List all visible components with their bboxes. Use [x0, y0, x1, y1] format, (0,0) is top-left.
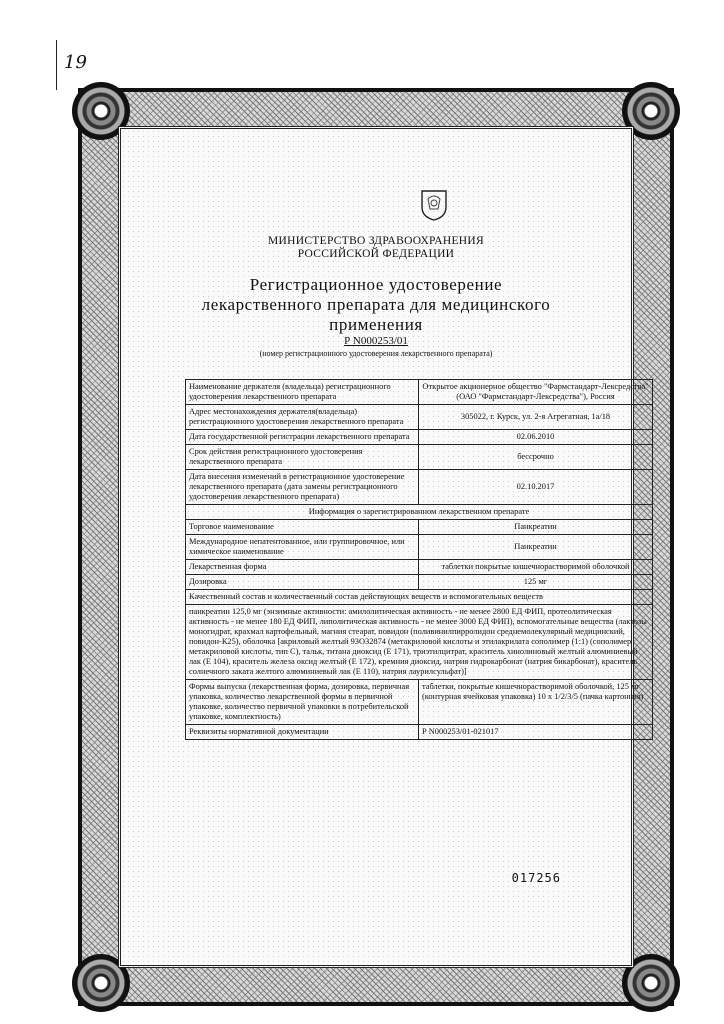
ministry-line-1: МИНИСТЕРСТВО ЗДРАВООХРАНЕНИЯ	[267, 235, 484, 247]
table-row	[186, 405, 653, 430]
release-label: Формы выпуска (лекарственная форма, дозировка, первичная упаковка, количество лекарственной формы в первичной упаковке, количество первичной упаковки в потребительской упаковке, комплектность)	[186, 680, 419, 725]
reg-date-label: Дата государственной регистрации лекарственного препарата	[186, 430, 419, 445]
table-row	[186, 590, 653, 605]
table-row	[186, 605, 653, 680]
table-row	[186, 380, 653, 405]
docs-value: Р N000253/01-021017	[419, 725, 653, 740]
table-row	[186, 535, 653, 560]
changes-label: Дата внесения изменений в регистрационное удостоверение лекарственного препарата (дата замены регистрационного удостоверения лекарственного препарата)	[186, 470, 419, 505]
coat-of-arms-icon	[418, 187, 450, 221]
certificate-body	[118, 126, 649, 968]
holder-label: Наименование держателя (владельца) регистрационного удостоверения лекарственного препарата	[186, 380, 419, 405]
inn-value: Панкреатин	[419, 535, 653, 560]
table-row	[186, 505, 653, 520]
registration-number: Р N000253/01	[344, 335, 408, 347]
trade-name-label: Торговое наименование	[186, 520, 419, 535]
validity-label: Срок действия регистрационного удостоверения лекарственного препарата	[186, 445, 419, 470]
form-value: таблетки покрытые кишечнорастворимой оболочкой	[419, 560, 653, 575]
registration-number-caption: (номер регистрационного удостоверения лекарственного препарата)	[259, 349, 493, 358]
holder-value: Открытое акционерное общество "Фармстандарт-Лексредства" (ОАО "Фармстандарт-Лексредства"), Россия	[419, 380, 653, 405]
table-row	[186, 680, 653, 725]
table-row	[186, 560, 653, 575]
ministry-heading	[185, 235, 567, 261]
composition-header: Качественный состав и количественный состав действующих веществ и вспомогательных веществ	[186, 590, 653, 605]
composition-text: панкреатин 125,0 мг (энзимные активности: амилолитическая активность - не менее 2800 ЕД ФИП, протеолитическая активность - не менее 180 ЕД ФИП, липолитическая активность - не менее 3000 ЕД ФИП), вспомогательные вещества (лактозы моногидрат, крахмал картофельный, магния стеарат, повидон (поливинилпирролидон среднемолекулярный медицинский, повидон-К25), оболочка [акриловый желтый 93О32874 (метакриловой кислоты и этилакрилата сополимер (1:1) (сополимер метакриловой кислоты, тип С), тальк, титана диоксид (Е 171), триэтилцитрат, краситель хинолиновый желтый алюминиевый лак (Е 104), краситель железа оксид желтый (Е 172), кремния диоксид, натрия гидрокарбонат (натрия бикарбонат), краситель солнечного заката желтого алюминиевый лак (Е 110), натрия лаурилсульфат)]	[186, 605, 653, 680]
dosage-value: 125 мг	[419, 575, 653, 590]
certificate-title	[185, 275, 567, 335]
serial-number: 017256	[511, 871, 561, 885]
ministry-line-2: РОССИЙСКОЙ ФЕДЕРАЦИИ	[297, 248, 455, 260]
address-label: Адрес местонахождения держателя(владельца) регистрационного удостоверения лекарственного препарата	[186, 405, 419, 430]
table-row	[186, 430, 653, 445]
registration-table	[185, 379, 653, 740]
table-row	[186, 575, 653, 590]
page-number: 19	[64, 52, 87, 73]
margin-line	[56, 40, 57, 90]
info-header: Информация о зарегистрированном лекарственном препарате	[186, 505, 653, 520]
certificate-content	[185, 129, 649, 965]
reg-date-value: 02.06.2010	[419, 430, 653, 445]
dosage-label: Дозировка	[186, 575, 419, 590]
address-value: 305022, г. Курск, ул. 2-я Агрегатная, 1а/18	[419, 405, 653, 430]
table-row	[186, 470, 653, 505]
trade-name-value: Панкреатин	[419, 520, 653, 535]
inn-label: Международное непатентованное, или группировочное, или химическое наименование	[186, 535, 419, 560]
table-row	[186, 725, 653, 740]
form-label: Лекарственная форма	[186, 560, 419, 575]
validity-value: бессрочно	[419, 445, 653, 470]
docs-label: Реквизиты нормативной документации	[186, 725, 419, 740]
table-row	[186, 445, 653, 470]
changes-value: 02.10.2017	[419, 470, 653, 505]
certificate-frame	[78, 88, 674, 1006]
title-line-1: Регистрационное удостоверение	[249, 275, 503, 294]
release-value: таблетки, покрытые кишечнорастворимой оболочкой, 125 мг (контурная ячейковая упаковка) 10 х 1/2/3/5 (пачка картонная)	[419, 680, 653, 725]
table-row	[186, 520, 653, 535]
title-line-2: лекарственного препарата для медицинского применения	[201, 295, 551, 334]
